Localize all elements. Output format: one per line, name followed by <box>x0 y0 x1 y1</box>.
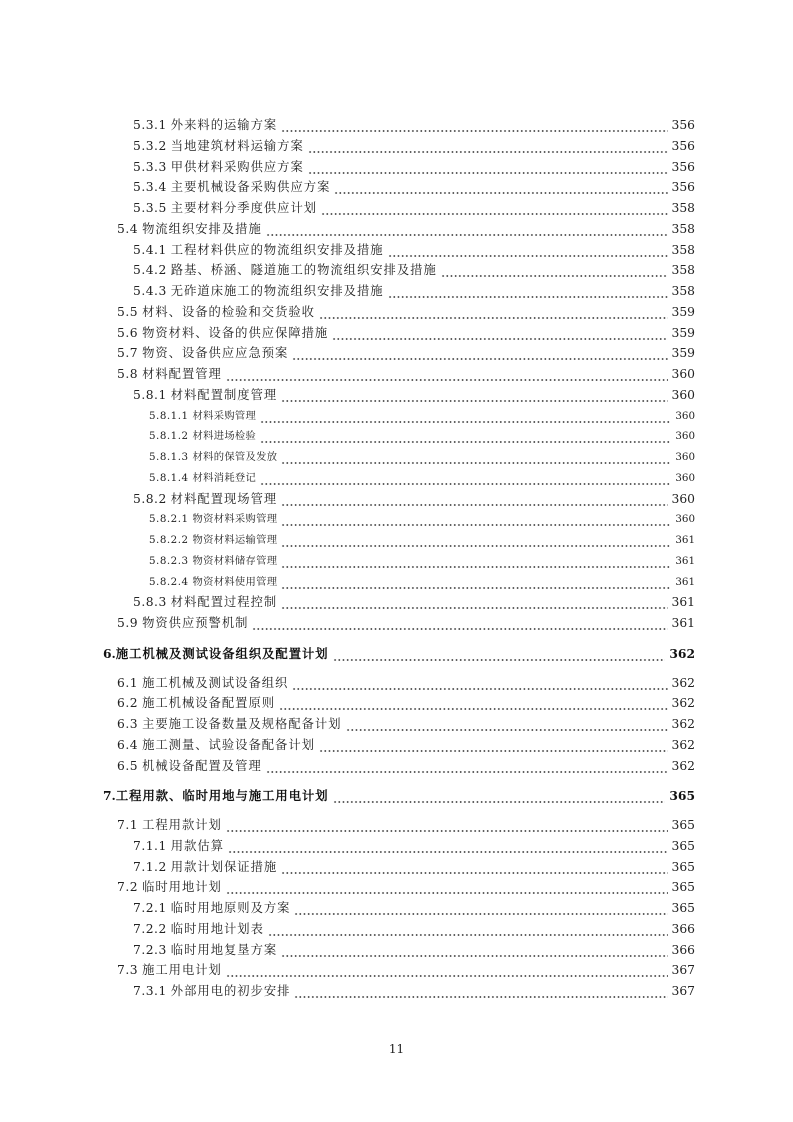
entry-page-number: 358 <box>671 221 695 236</box>
entry-title: 施工机械设备配置原则 <box>142 696 276 711</box>
entry-title: 物资材料、设备的供应保障措施 <box>142 325 329 340</box>
entry-page-number: 359 <box>671 325 695 340</box>
entry-title: 外来料的运输方案 <box>170 118 278 132</box>
entry-page-number: 365 <box>671 838 695 853</box>
entry-title: 工程用款计划 <box>142 818 222 832</box>
entry-number: 5.8.1 <box>133 387 167 402</box>
entry-number: 7.1.1 <box>133 838 167 853</box>
entry-title: 材料、设备的检验和交货验收 <box>142 304 315 319</box>
entry-page-number: 365 <box>671 818 695 832</box>
dot-leader <box>281 572 671 593</box>
entry-number: 7.2 <box>117 880 139 895</box>
toc-entry[interactable] <box>0 981 793 1002</box>
entry-number: 6.3 <box>117 717 139 731</box>
entry-title: 物资、设备供应应急预案 <box>142 346 289 361</box>
entry-page-number: 361 <box>675 554 695 567</box>
dot-leader <box>333 786 666 807</box>
entry-number: 7.3.1 <box>133 984 167 998</box>
entry-number: 7.2.1 <box>133 901 167 915</box>
dot-leader <box>260 406 671 427</box>
entry-title: 物资材料使用管理 <box>192 575 278 588</box>
entry-number: 5.8 <box>117 367 139 381</box>
toc-entry[interactable] <box>0 323 793 344</box>
entry-number: 6.4 <box>117 737 139 752</box>
toc-entry[interactable] <box>0 468 793 489</box>
entry-page-number: 358 <box>671 284 695 298</box>
toc-entry[interactable] <box>0 343 793 364</box>
entry-page-number: 362 <box>671 758 695 773</box>
entry-page-number: 360 <box>675 409 695 422</box>
entry-number: 5.3.4 <box>133 180 167 195</box>
entry-number: 5.4 <box>117 221 139 236</box>
dot-leader <box>281 509 671 530</box>
entry-title: 材料配置制度管理 <box>170 387 278 402</box>
entry-number: 5.3.5 <box>133 201 167 215</box>
entry-number: 5.8.2.2 <box>149 534 189 546</box>
entry-number: 5.5 <box>117 304 139 319</box>
toc-entry[interactable] <box>0 240 793 261</box>
toc-entry[interactable] <box>0 177 793 198</box>
entry-title: 用款估算 <box>170 838 224 853</box>
toc-entry[interactable] <box>0 673 793 694</box>
toc-entry[interactable] <box>0 530 793 551</box>
entry-number: 7.2.3 <box>133 942 167 957</box>
entry-number: 7.1 <box>117 818 139 832</box>
entry-page-number: 360 <box>675 471 695 484</box>
entry-page-number: 365 <box>671 859 695 874</box>
entry-page-number: 358 <box>671 263 695 278</box>
entry-title: 施工用电计划 <box>142 963 222 978</box>
entry-page-number: 360 <box>675 430 695 443</box>
entry-number: 6.2 <box>117 696 139 711</box>
entry-page-number: 362 <box>669 645 695 661</box>
dot-leader <box>281 940 667 961</box>
dot-leader <box>308 157 668 178</box>
entry-title: 施工测量、试验设备配备计划 <box>142 737 315 752</box>
dot-leader <box>334 177 667 198</box>
entry-page-number: 366 <box>671 942 695 957</box>
entry-title: 材料采购管理 <box>192 409 257 422</box>
toc-entry[interactable] <box>0 815 793 836</box>
entry-page-number: 365 <box>669 788 695 804</box>
entry-number: 5.8.1.4 <box>149 471 189 484</box>
entry-number: 5.3.1 <box>133 118 167 132</box>
toc-entry[interactable] <box>0 426 793 447</box>
entry-page-number: 361 <box>671 595 695 610</box>
entry-number: 5.8.3 <box>133 595 167 610</box>
dot-leader <box>226 364 668 385</box>
dot-leader <box>319 735 668 756</box>
entry-page-number: 360 <box>675 513 695 526</box>
entry-title: 材料进场检验 <box>192 430 257 443</box>
dot-leader <box>252 613 667 634</box>
entry-title: 主要机械设备采购供应方案 <box>170 180 331 195</box>
dot-leader <box>294 898 667 919</box>
dot-leader <box>292 343 667 364</box>
toc-entry[interactable] <box>0 592 793 613</box>
entry-page-number: 362 <box>671 675 695 690</box>
entry-title: 当地建筑材料运输方案 <box>170 138 304 153</box>
toc-entry[interactable] <box>0 714 793 735</box>
entry-number: 6.1 <box>117 675 139 690</box>
entry-page-number: 360 <box>671 367 695 381</box>
dot-leader <box>346 714 668 735</box>
entry-title: 主要施工设备数量及规格配备计划 <box>142 717 342 731</box>
dot-leader <box>279 693 667 714</box>
toc-chapter-entry[interactable] <box>0 644 793 665</box>
entry-number: 5.4.3 <box>133 284 167 298</box>
entry-title: 临时用地计划 <box>142 880 222 895</box>
entry-page-number: 358 <box>671 201 695 215</box>
toc-entry[interactable] <box>0 693 793 714</box>
entry-number: 6.5 <box>117 758 139 773</box>
toc-entry[interactable] <box>0 281 793 302</box>
entry-number: 7.3 <box>117 963 139 978</box>
entry-number: 7.2.2 <box>133 921 167 936</box>
entry-page-number: 367 <box>671 984 695 998</box>
entry-page-number: 361 <box>675 575 695 588</box>
toc-entry[interactable] <box>0 877 793 898</box>
entry-number: 5.8.2.1 <box>149 513 189 526</box>
entry-page-number: 356 <box>671 159 695 174</box>
toc-entry[interactable] <box>0 157 793 178</box>
entry-title: 无砟道床施工的物流组织安排及措施 <box>170 284 384 298</box>
dot-leader <box>281 530 671 551</box>
dot-leader <box>281 489 667 510</box>
toc-entry[interactable] <box>0 260 793 281</box>
entry-number: 5.9 <box>117 616 139 630</box>
dot-leader <box>321 198 667 219</box>
entry-number: 5.8.1.2 <box>149 430 189 443</box>
dot-leader <box>441 260 668 281</box>
dot-leader <box>308 136 668 157</box>
toc-entry[interactable] <box>0 735 793 756</box>
entry-page-number: 356 <box>671 180 695 195</box>
toc-entry[interactable] <box>0 509 793 530</box>
entry-page-number: 362 <box>671 737 695 752</box>
toc-entry[interactable] <box>0 940 793 961</box>
entry-page-number: 362 <box>671 696 695 711</box>
entry-page-number: 361 <box>671 616 695 630</box>
entry-page-number: 365 <box>671 901 695 915</box>
entry-title: 临时用地计划表 <box>170 921 264 936</box>
toc-entry[interactable] <box>0 406 793 427</box>
toc-entry[interactable] <box>0 302 793 323</box>
entry-title: 材料配置过程控制 <box>170 595 278 610</box>
entry-title: 物资材料运输管理 <box>192 534 278 546</box>
dot-leader <box>332 323 667 344</box>
entry-title: 机械设备配置及管理 <box>142 758 262 773</box>
toc-entry[interactable] <box>0 919 793 940</box>
dot-leader <box>226 815 668 836</box>
entry-page-number: 360 <box>675 451 695 463</box>
dot-leader <box>268 919 668 940</box>
entry-title: 主要材料分季度供应计划 <box>170 201 318 215</box>
entry-number: 5.8.2.3 <box>149 554 189 567</box>
entry-title: 工程用款、临时用地与施工用电计划 <box>115 788 329 804</box>
toc-entry[interactable] <box>0 613 793 634</box>
entry-page-number: 365 <box>671 880 695 895</box>
entry-number: 5.8.1.1 <box>149 409 189 422</box>
toc-entry[interactable] <box>0 898 793 919</box>
dot-leader <box>266 756 668 777</box>
toc-entry[interactable] <box>0 136 793 157</box>
entry-title: 临时用地原则及方案 <box>170 901 291 915</box>
entry-number: 5.7 <box>117 346 139 361</box>
entry-title: 物资材料采购管理 <box>192 513 278 526</box>
toc-entry[interactable] <box>0 115 793 136</box>
entry-number: 5.6 <box>117 325 139 340</box>
entry-number: 5.3.2 <box>133 138 167 153</box>
toc-entry[interactable] <box>0 960 793 981</box>
entry-page-number: 362 <box>671 717 695 731</box>
entry-title: 工程材料供应的物流组织安排及措施 <box>170 242 384 257</box>
entry-number: 7.1.2 <box>133 859 167 874</box>
entry-number: 5.4.1 <box>133 242 167 257</box>
dot-leader <box>266 219 668 240</box>
entry-title: 施工机械及测试设备组织及配置计划 <box>115 645 329 661</box>
entry-page-number: 359 <box>671 304 695 319</box>
dot-leader <box>281 551 671 572</box>
toc-entry[interactable] <box>0 756 793 777</box>
entry-number: 5.8.2 <box>133 491 167 506</box>
entry-title: 甲供材料采购供应方案 <box>170 159 304 174</box>
entry-title: 材料配置现场管理 <box>170 491 278 506</box>
dot-leader <box>388 281 668 302</box>
toc-chapter-entry[interactable] <box>0 786 793 807</box>
toc-entry[interactable] <box>0 198 793 219</box>
dot-leader <box>228 836 668 857</box>
entry-page-number: 358 <box>671 242 695 257</box>
toc-entry[interactable] <box>0 219 793 240</box>
dot-leader <box>281 385 667 406</box>
dot-leader <box>388 240 668 261</box>
toc-entry[interactable] <box>0 551 793 572</box>
dot-leader <box>281 115 667 136</box>
entry-page-number: 360 <box>671 387 695 402</box>
page-number: 11 <box>388 1042 405 1056</box>
entry-page-number: 367 <box>671 963 695 978</box>
dot-leader <box>226 960 668 981</box>
toc-entry[interactable] <box>0 857 793 878</box>
entry-number: 6. <box>103 645 116 661</box>
entry-title: 材料的保管及发放 <box>192 451 278 463</box>
entry-title: 物资供应预警机制 <box>142 616 249 630</box>
dot-leader <box>319 302 668 323</box>
entry-title: 物流组织安排及措施 <box>142 221 262 236</box>
dot-leader <box>260 468 671 489</box>
entry-page-number: 356 <box>671 118 695 132</box>
entry-page-number: 366 <box>671 921 695 936</box>
entry-title: 施工机械及测试设备组织 <box>142 675 289 690</box>
dot-leader <box>333 644 666 665</box>
entry-title: 物资材料储存管理 <box>192 554 278 567</box>
dot-leader <box>226 877 668 898</box>
entry-title: 材料配置管理 <box>142 367 222 381</box>
toc-entry[interactable] <box>0 447 793 468</box>
entry-title: 用款计划保证措施 <box>170 859 278 874</box>
entry-number: 5.8.2.4 <box>149 575 189 588</box>
entry-page-number: 359 <box>671 346 695 361</box>
entry-page-number: 356 <box>671 138 695 153</box>
entry-number: 7. <box>103 788 116 804</box>
dot-leader <box>294 981 667 1002</box>
entry-page-number: 361 <box>675 534 695 546</box>
dot-leader <box>281 857 667 878</box>
entry-title: 路基、桥涵、隧道施工的物流组织安排及措施 <box>170 263 437 278</box>
dot-leader <box>260 426 671 447</box>
entry-title: 临时用地复垦方案 <box>170 942 278 957</box>
dot-leader <box>281 447 671 468</box>
entry-number: 5.3.3 <box>133 159 167 174</box>
entry-title: 外部用电的初步安排 <box>170 984 291 998</box>
entry-number: 5.8.1.3 <box>149 451 189 463</box>
entry-title: 材料消耗登记 <box>192 471 257 484</box>
toc-entry[interactable] <box>0 385 793 406</box>
toc-entry[interactable] <box>0 364 793 385</box>
entry-number: 5.4.2 <box>133 263 167 278</box>
dot-leader <box>281 592 667 613</box>
toc-entry[interactable] <box>0 489 793 510</box>
toc-entry[interactable] <box>0 572 793 593</box>
dot-leader <box>292 673 667 694</box>
table-of-contents <box>0 115 793 1002</box>
entry-page-number: 360 <box>671 491 695 506</box>
toc-entry[interactable] <box>0 836 793 857</box>
